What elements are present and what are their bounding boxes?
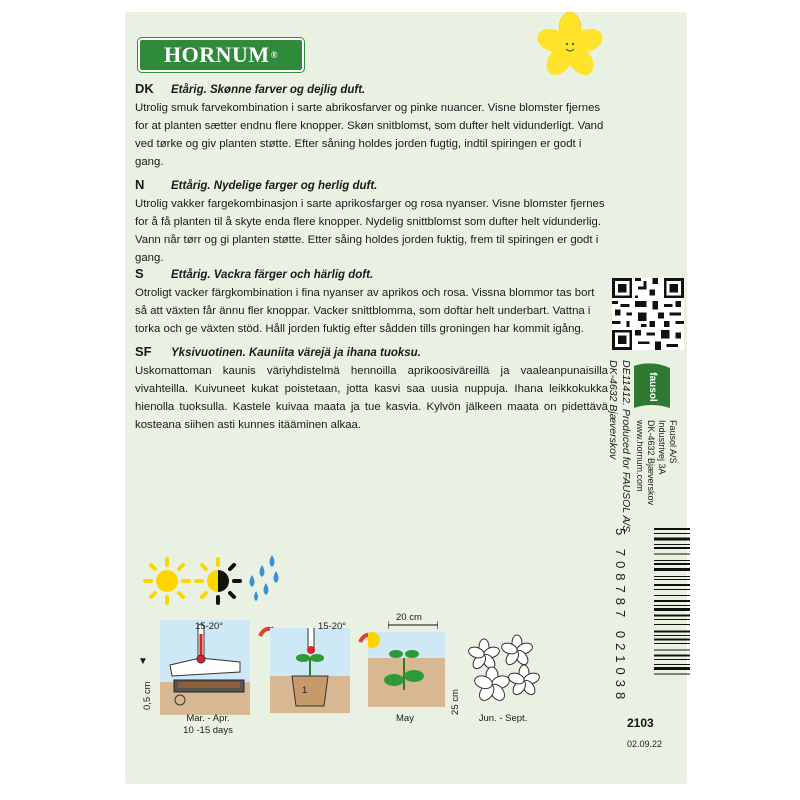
- company-line: Industrivej 3A: [657, 420, 667, 475]
- depth-arrow-icon: ▼: [138, 656, 148, 667]
- language-code: SF: [135, 344, 152, 359]
- section-n: [135, 176, 608, 267]
- section-subtitle: Ettårig. Vackra färger och härlig doft.: [171, 269, 374, 281]
- language-code: S: [135, 266, 144, 281]
- section-dk: [135, 80, 608, 171]
- lot-info: [606, 360, 632, 532]
- barcode: [632, 528, 690, 698]
- print-date: 02.09.22: [627, 739, 663, 749]
- germination-time: 10 -15 days: [183, 725, 233, 736]
- outdoor-planting-icon: [368, 632, 445, 707]
- full-sun-icon: [143, 557, 191, 605]
- qr-code: [612, 278, 684, 350]
- potting-seedling-icon: [270, 628, 350, 713]
- section-subtitle: Etårig. Skønne farver og dejlig duft.: [171, 84, 366, 96]
- section-s: [135, 265, 608, 338]
- half-shade-icon: [194, 557, 242, 605]
- pot-number: 1: [302, 685, 308, 696]
- language-code: N: [135, 177, 145, 192]
- barcode-digits: 5 708787 021038: [613, 528, 628, 705]
- flowering-plant-icon: [462, 633, 545, 708]
- company-line: DK-4632 Bjæverskov: [646, 420, 656, 506]
- section-sf: [135, 343, 608, 434]
- water-drops-icon: [244, 553, 282, 603]
- section-body: Utrolig smuk farvekombination i sarte abrikosfarver og pinke nuancer. Visne blomster fjernes for at planten sætter endnu flere knopper. Skøn snitblomst, som dufter helt vidunderligt. Vand ved tørke og giv planten støtte. Efter såning holdes jorden fugtig, indtil spiringen er godt i gang.: [135, 102, 604, 168]
- sowing-period: Mar. - Apr.: [186, 713, 230, 724]
- section-subtitle: Ettårig. Nydelige farger og herlig duft.: [171, 180, 378, 192]
- section-body: Utrolig vakker fargekombinasjon i sarte aprikosfarger og rosa nyanser. Visne blomster fjernes for å få planten til å skyte enda flere knopper. Nydelig snittblomst som dufter helt vidunderlig. Vann når tørr og gi planten støtte. Etter såing holdes jorden fuktig, frem til spiringen er godt i gang.: [135, 198, 605, 264]
- section-body: Otroligt vacker färgkombination i fina nyanser av aprikos och rosa. Vissna blommor tas bort så att växten får ännu fler knoppar. Vacker snittblomma, som doftar helt underbart. Vattna i torka och ge växten stöd. Håll jorden fuktig efter sådden tills groningen har kommit igång.: [135, 287, 595, 335]
- fausol-logo: [630, 362, 674, 412]
- planting-month: May: [396, 713, 414, 724]
- indoor-sowing-tray-icon: [160, 620, 250, 715]
- product-code: 2103: [627, 716, 654, 730]
- lot-line: DE11412. Produced for FAUSOL A/S: [620, 360, 632, 533]
- lot-line-2: DK-4632 Bjæverskov: [607, 360, 619, 460]
- smiling-flower-icon: [530, 12, 610, 82]
- brand-name: HORNUM: [164, 42, 270, 67]
- sowing-temperature: 15-20°: [195, 621, 224, 632]
- plant-spacing: 20 cm: [396, 612, 422, 623]
- company-line: www.hornum.com: [635, 420, 645, 492]
- company-line: Fausol A/S: [668, 420, 678, 464]
- plant-height: 25 cm: [450, 689, 461, 715]
- language-code: DK: [135, 81, 154, 96]
- sowing-depth: 0,5 cm: [142, 681, 153, 710]
- hornum-logo: [138, 38, 304, 72]
- flowering-period: Jun. - Sept.: [478, 713, 528, 724]
- growing-temperature: 15-20°: [318, 621, 347, 632]
- section-body: Uskomattoman kaunis väriyhdistelmä hennoilla aprikoosiväreillä ja vaaleanpunaisilla vivahteilla. Kuivuneet kukat poistetaan, jotta kasvi saa uusia nuppuja. Ihana leikkokukka hienolla tuoksulla. Kastele kuivaa maata ja tue kasvia. Kylvön jälkeen maata on pidettävä kosteana siihen asti kunnes itääminen alkaa.: [135, 365, 608, 431]
- company-address: [634, 420, 678, 505]
- section-subtitle: Yksivuotinen. Kauniita värejä ja ihana tuoksu.: [171, 347, 421, 359]
- registered-mark: ®: [270, 50, 278, 60]
- fausol-logo-text: fausol: [647, 372, 658, 402]
